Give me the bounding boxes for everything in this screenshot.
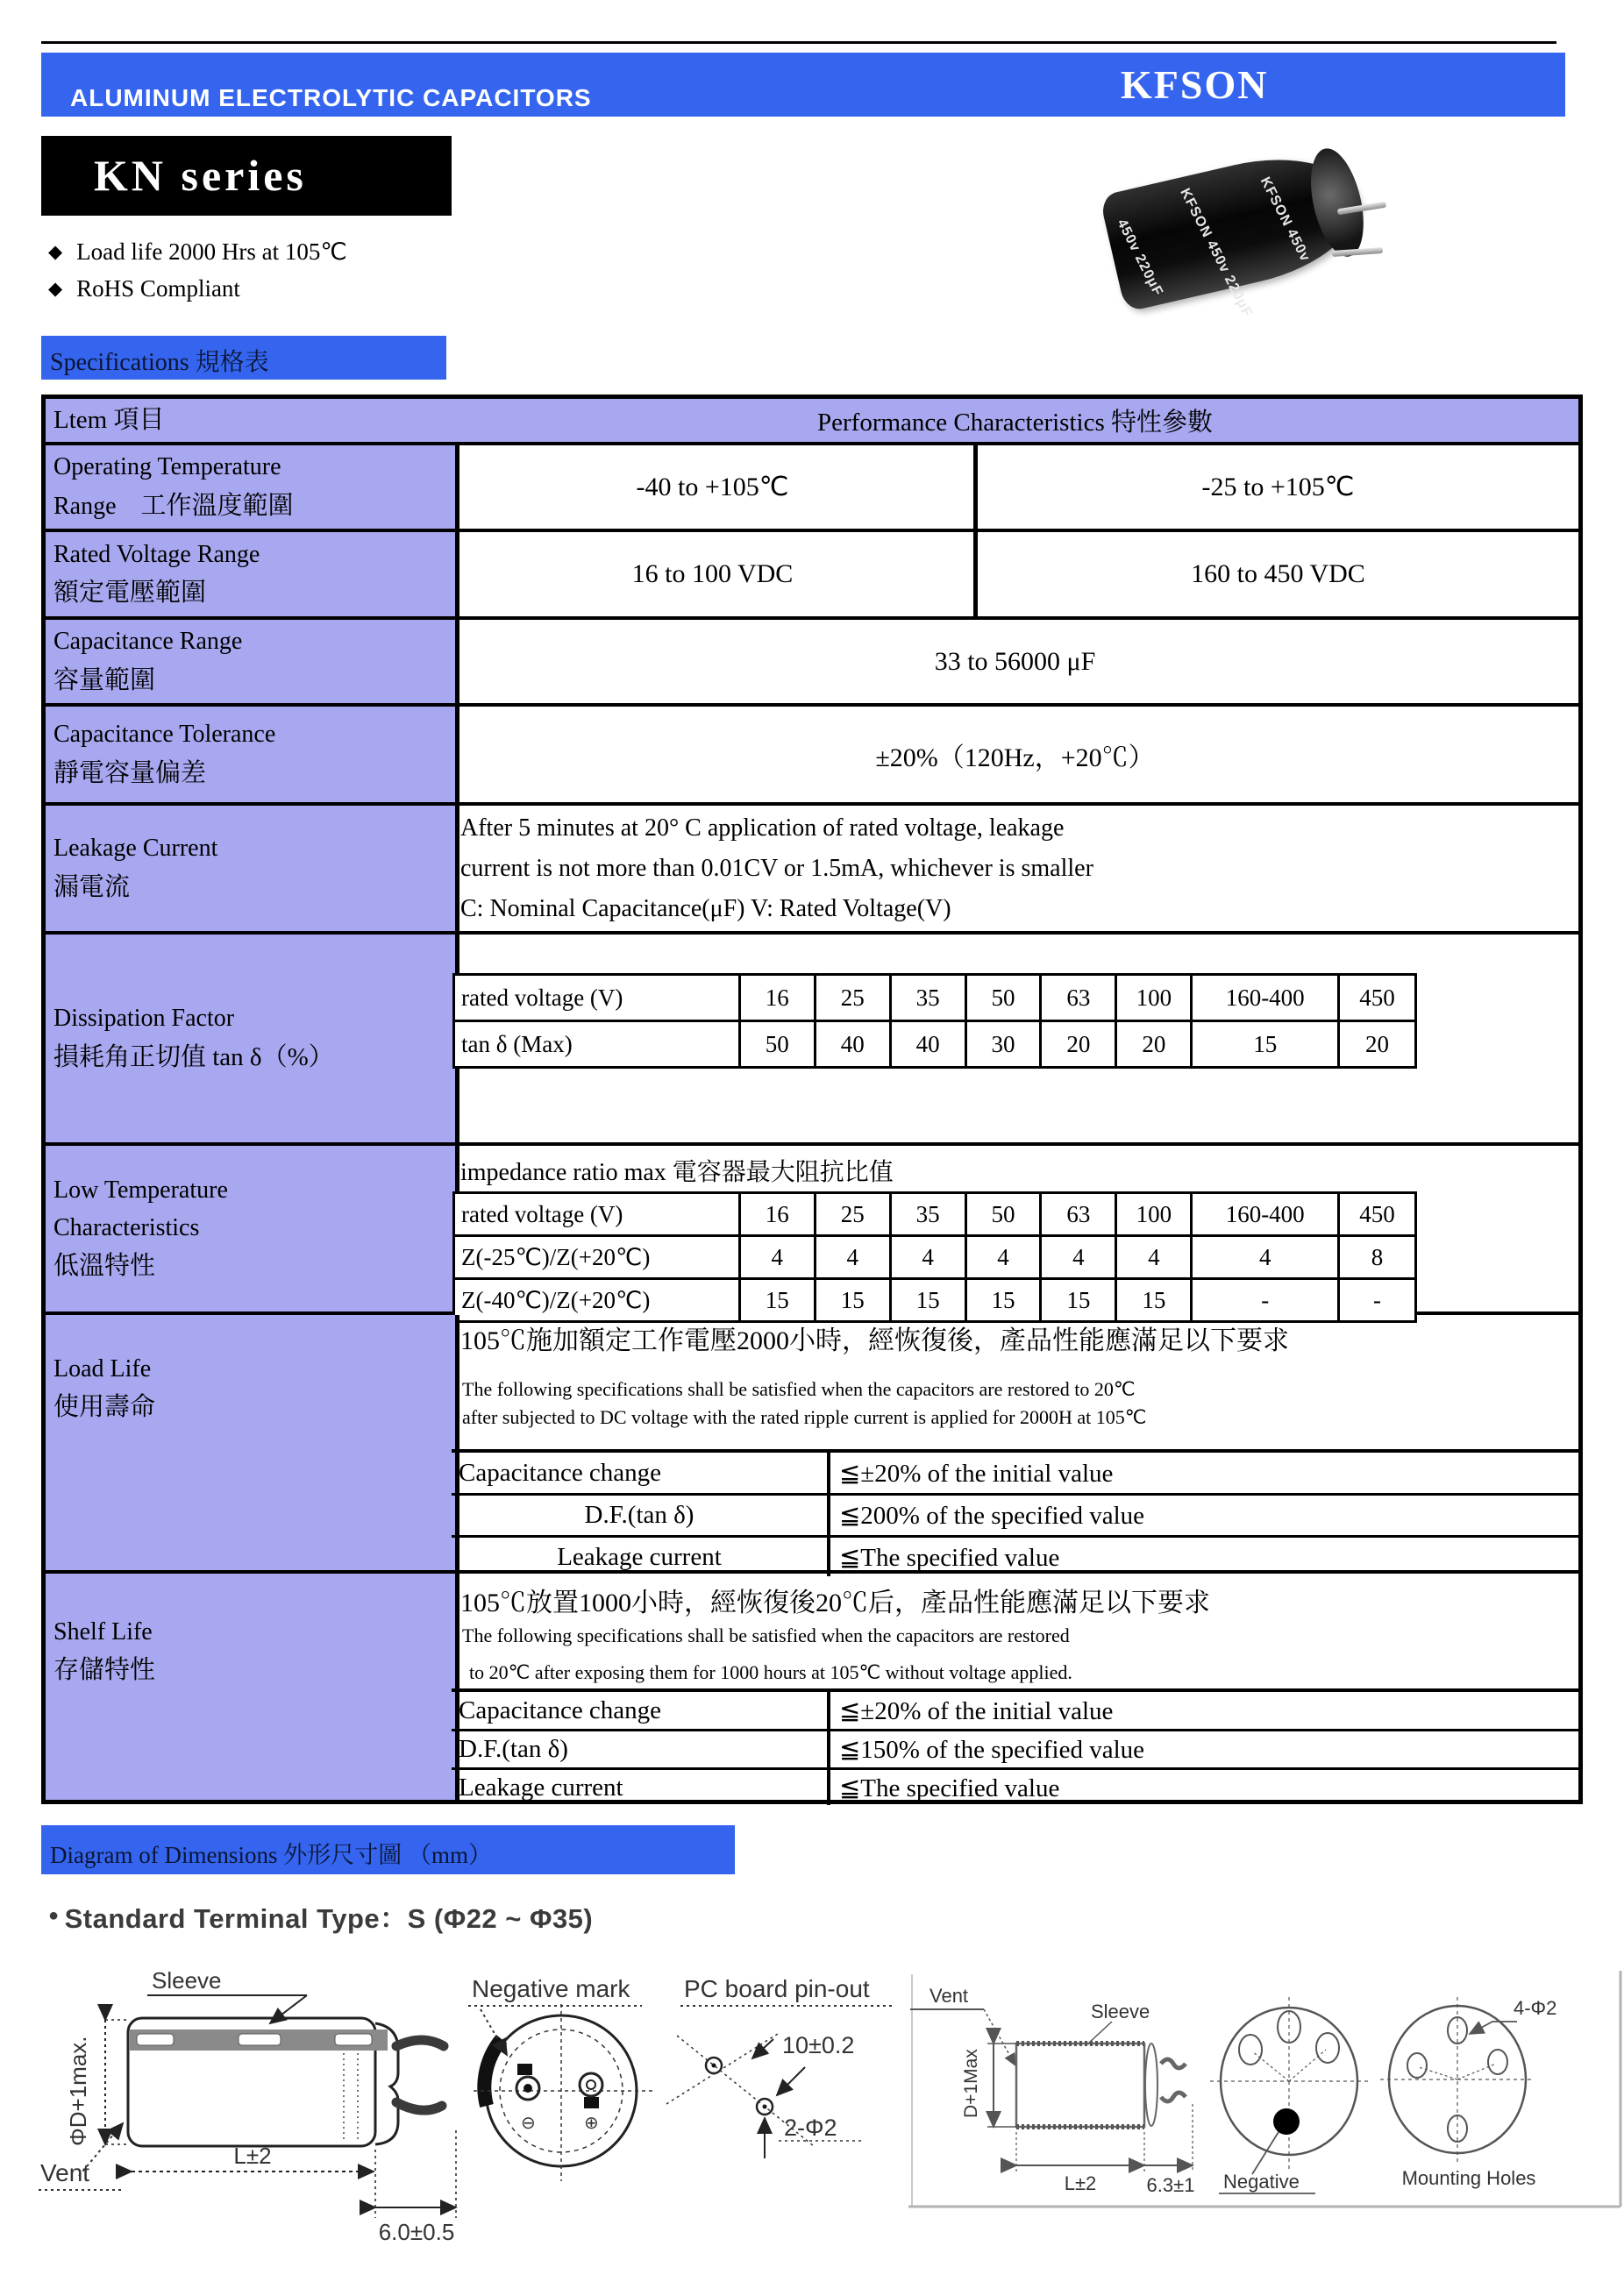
criteria-item: Capacitance change — [452, 1453, 830, 1493]
criteria-item: Leakage current — [452, 1538, 830, 1576]
shelflife-table — [452, 1688, 1578, 1800]
dissipation-table — [452, 973, 1417, 1069]
table-header-row — [46, 399, 1578, 445]
row-load-life — [46, 1315, 1578, 1574]
cell: 40 — [892, 1022, 967, 1066]
sleeve-label: Sleeve — [1091, 2001, 1150, 2022]
criteria-spec: ≦150% of the specified value — [839, 1736, 1145, 1764]
dimensions-section-title: Diagram of Dimensions 外形尺寸圖 （mm） — [50, 1842, 492, 1868]
value-cell — [452, 445, 1578, 529]
value-cell — [452, 532, 1578, 616]
label-cell — [46, 1574, 459, 1800]
label-zh: 使用壽命 — [53, 1393, 156, 1422]
terminal-type-heading — [48, 1896, 593, 1936]
cell: - — [1373, 1286, 1382, 1313]
cell: 4 — [741, 1237, 816, 1277]
loadlife-en-note2: after subjected to DC voltage with the rated ripple current is applied for 2000H at 105℃ — [462, 1406, 1147, 1428]
cell: 450 — [1359, 1200, 1395, 1227]
row-rated-voltage — [46, 532, 1578, 620]
cell: 50 — [967, 976, 1043, 1020]
cell: 4 — [892, 1237, 967, 1277]
feature-text: RoHS Compliant — [76, 275, 240, 302]
leakage-line1: After 5 minutes at 20° C application of rated voltage, leakage — [460, 814, 1065, 842]
cell: 40 — [816, 1022, 892, 1066]
label-en: Dissipation Factor — [53, 1005, 235, 1033]
capacitor-photo — [1099, 151, 1393, 320]
capacitor-marking: KFSON 450v 220μF — [1177, 186, 1256, 320]
criteria-spec: ≦±20% of the initial value — [839, 1459, 1114, 1488]
lowtemp-voltage-row — [455, 1194, 1414, 1237]
criteria-item: Capacitance change — [452, 1692, 830, 1729]
series-title-box — [41, 136, 452, 216]
table-row — [452, 1692, 1578, 1731]
diameter-label: ΦD+1max. — [65, 2036, 91, 2146]
cell: - — [1193, 1280, 1340, 1320]
value-cell — [452, 806, 1578, 931]
brand-logo: KFSON — [1121, 62, 1269, 107]
label-cell — [46, 935, 459, 1142]
table-row — [452, 1731, 1578, 1770]
hole-label: 2-Φ2 — [784, 2115, 837, 2141]
cell: 25 — [816, 976, 892, 1020]
cell: 15 — [1193, 1022, 1340, 1066]
shelflife-zh-note: 105℃放置1000小時，經恢復後20℃后，產品性能應滿足以下要求 — [460, 1589, 1210, 1617]
row-capacitance-tolerance — [46, 707, 1578, 806]
pinout-label: PC board pin-out — [684, 1975, 870, 2002]
dot-bullet-icon: ● — [48, 1906, 60, 1925]
row-dissipation-factor — [46, 935, 1578, 1146]
cell: 15 — [741, 1280, 816, 1320]
tolerance-value: ±20%（120Hz，+20℃） — [875, 743, 1155, 772]
dimensions-section-bar — [41, 1825, 735, 1874]
lowtemp-table — [452, 1191, 1417, 1323]
label-cell — [46, 806, 459, 931]
label-en: Capacitance Tolerance — [53, 721, 276, 749]
capacitor-end-cap — [1301, 144, 1372, 262]
cell: 30 — [967, 1022, 1043, 1066]
value-cell — [452, 620, 1578, 703]
specifications-section-bar — [41, 336, 446, 380]
label-en: Shelf Life — [53, 1618, 153, 1646]
feature-item — [48, 238, 347, 266]
label-en: Low Temperature — [53, 1176, 228, 1204]
cell: 160-400 — [1193, 1194, 1340, 1234]
operating-low-range: -40 to +105℃ — [636, 473, 789, 501]
criteria-item: D.F.(tan δ) — [452, 1496, 830, 1535]
label-zh: 漏電流 — [53, 872, 131, 901]
label-en: Leakage Current — [53, 835, 218, 863]
voltage-low-range: 16 to 100 VDC — [631, 559, 794, 588]
negative-sign: ⊖ — [521, 2114, 536, 2133]
lowtemp-z25-row — [455, 1237, 1414, 1280]
header-performance-cell — [452, 399, 1578, 442]
lead-length-label: 6.3±1 — [1146, 2174, 1195, 2196]
operating-high-range: -25 to +105℃ — [1201, 473, 1355, 501]
row-operating-temperature — [46, 445, 1578, 532]
diamond-bullet-icon: ◆ — [48, 241, 63, 262]
spec-table — [41, 395, 1583, 1804]
cell: 4 — [816, 1237, 892, 1277]
header-item-cell — [46, 399, 459, 442]
cell: 4 — [1193, 1237, 1340, 1277]
dissipation-voltage-row — [455, 976, 1414, 1022]
vent-label: Vent — [930, 1985, 969, 2007]
loadlife-zh-note: 105℃施加額定工作電壓2000小時，經恢復後，產品性能應滿足以下要求 — [460, 1326, 1289, 1355]
cell: rated voltage (V) — [455, 1194, 741, 1234]
label-cell — [46, 707, 459, 802]
cell: rated voltage (V) — [455, 976, 741, 1020]
label-cell — [46, 620, 459, 703]
capacitor-marking: KFSON 450v — [1257, 174, 1313, 265]
cell: 100 — [1117, 976, 1193, 1020]
diamond-bullet-icon: ◆ — [48, 278, 63, 299]
capacitor-body — [1099, 140, 1370, 320]
label-en: Load Life — [53, 1355, 152, 1383]
label-en2: Range 工作溫度範圍 — [53, 491, 294, 520]
leakage-line2: current is not more than 0.01CV or 1.5mA, whichever is smaller — [460, 855, 1093, 882]
label-en: Rated Voltage Range — [53, 540, 260, 568]
label-cell — [46, 1146, 459, 1311]
cell: 4 — [1117, 1237, 1193, 1277]
label-zh: 容量範圍 — [53, 665, 156, 694]
cell: 16 — [741, 976, 816, 1020]
value-cell — [452, 935, 1578, 1142]
cell: 15 — [1117, 1280, 1193, 1320]
specifications-section-title: Specifications 規格表 — [50, 349, 269, 376]
positive-sign: ⊕ — [584, 2114, 599, 2133]
cell: Z(-25℃)/Z(+20℃) — [455, 1237, 741, 1277]
negative-mark-label: Negative mark — [472, 1975, 630, 2002]
value-cell — [452, 1146, 1578, 1311]
cell: 35 — [892, 1194, 967, 1234]
cell: 50 — [967, 1194, 1043, 1234]
row-leakage-current — [46, 806, 1578, 935]
sleeve-label: Sleeve — [152, 1967, 222, 1994]
label-cell — [46, 1315, 459, 1570]
loadlife-en-note1: The following specifications shall be satisfied when the capacitors are restored to 20℃ — [462, 1378, 1136, 1400]
cell: 15 — [967, 1280, 1043, 1320]
header-item-label: Ltem 項目 — [53, 406, 165, 435]
cell: 16 — [741, 1194, 816, 1234]
cell: 15 — [892, 1280, 967, 1320]
diameter-label: D+1Max — [961, 2049, 981, 2118]
criteria-spec: ≦200% of the specified value — [839, 1502, 1145, 1530]
row-shelf-life — [46, 1574, 1578, 1800]
feature-text: Load life 2000 Hrs at 105℃ — [76, 238, 347, 265]
cell: 15 — [1042, 1280, 1117, 1320]
cell: 100 — [1117, 1194, 1193, 1234]
vent-label: Vent — [40, 2159, 90, 2186]
dimension-diagram-right — [903, 1964, 1624, 2227]
cell: 450 — [1359, 984, 1395, 1011]
label-zh: 低溫特性 — [53, 1252, 156, 1281]
voltage-high-range: 160 to 450 VDC — [1191, 559, 1365, 588]
lead-length-label: 6.0±0.5 — [378, 2219, 455, 2245]
label-zh: 額定電壓範圍 — [53, 579, 207, 608]
dimension-diagram-left — [18, 1955, 903, 2279]
impedance-note: impedance ratio max 電容器最大阻抗比值 — [460, 1159, 894, 1186]
table-row — [452, 1453, 1578, 1496]
dissipation-tan-row — [455, 1022, 1414, 1066]
value-cell — [452, 707, 1578, 802]
cell: tan δ (Max) — [455, 1022, 741, 1066]
leakage-line3: C: Nominal Capacitance(μF) V: Rated Voltage(V) — [460, 895, 951, 922]
length-label: L±2 — [1064, 2172, 1097, 2194]
feature-item — [48, 275, 240, 302]
label-zh: 靜電容量偏差 — [53, 758, 207, 787]
header-performance-label: Performance Characteristics 特性參數 — [817, 409, 1213, 437]
criteria-spec: ≦The specified value — [839, 1774, 1060, 1802]
criteria-spec: ≦±20% of the initial value — [839, 1696, 1114, 1725]
criteria-item: Leakage current — [452, 1770, 830, 1805]
cell: 50 — [741, 1022, 816, 1066]
mounting-holes-label: Mounting Holes — [1401, 2167, 1536, 2189]
capacitance-range-value: 33 to 56000 μF — [934, 646, 1096, 676]
criteria-spec: ≦The specified value — [839, 1543, 1060, 1572]
cell: 20 — [1042, 1022, 1117, 1066]
length-label: L±2 — [233, 2143, 272, 2169]
header-bar — [41, 53, 1565, 117]
cell: 25 — [816, 1194, 892, 1234]
cell: 20 — [1117, 1022, 1193, 1066]
shelflife-en-note2: to 20℃ after exposing them for 1000 hours at 105℃ without voltage applied. — [469, 1661, 1072, 1683]
pitch-label: 10±0.2 — [782, 2032, 855, 2058]
cell: Z(-40℃)/Z(+20℃) — [455, 1280, 741, 1320]
table-row — [452, 1770, 1578, 1805]
value-cell — [452, 1574, 1578, 1800]
cell: 4 — [1042, 1237, 1117, 1277]
label-cell — [46, 445, 459, 529]
loadlife-table — [452, 1449, 1578, 1570]
top-rule — [41, 41, 1556, 44]
cell: 63 — [1042, 976, 1117, 1020]
label-en2: Characteristics — [53, 1214, 200, 1242]
negative-label: Negative — [1223, 2171, 1300, 2193]
label-zh: 損耗角正切值 tan δ（%） — [53, 1042, 334, 1071]
capacitor-marking: 450v 220μF — [1114, 217, 1166, 299]
shelflife-en-note1: The following specifications shall be satisfied when the capacitors are restored — [462, 1624, 1070, 1646]
label-en: Capacitance Range — [53, 628, 243, 656]
row-low-temperature — [46, 1146, 1578, 1315]
cell: 35 — [892, 976, 967, 1020]
cell: 15 — [816, 1280, 892, 1320]
label-cell — [46, 532, 459, 616]
criteria-item: D.F.(tan δ) — [452, 1731, 830, 1767]
cell: 160-400 — [1193, 976, 1340, 1020]
cell: 63 — [1042, 1194, 1117, 1234]
product-category: ALUMINUM ELECTROLYTIC CAPACITORS — [70, 84, 592, 111]
value-cell — [452, 1315, 1578, 1570]
cell: 4 — [967, 1237, 1043, 1277]
table-row — [452, 1538, 1578, 1576]
series-title: KN series — [94, 151, 307, 200]
cell: 8 — [1371, 1243, 1384, 1270]
row-capacitance-range — [46, 620, 1578, 707]
cell: 20 — [1365, 1030, 1390, 1057]
hole-label: 4-Φ2 — [1514, 1997, 1557, 2019]
table-row — [452, 1496, 1578, 1538]
label-en: Operating Temperature — [53, 453, 281, 481]
label-zh: 存儲特性 — [53, 1656, 156, 1685]
terminal-type-text: Standard Terminal Type：S (Φ22 ~ Φ35) — [64, 1903, 594, 1934]
